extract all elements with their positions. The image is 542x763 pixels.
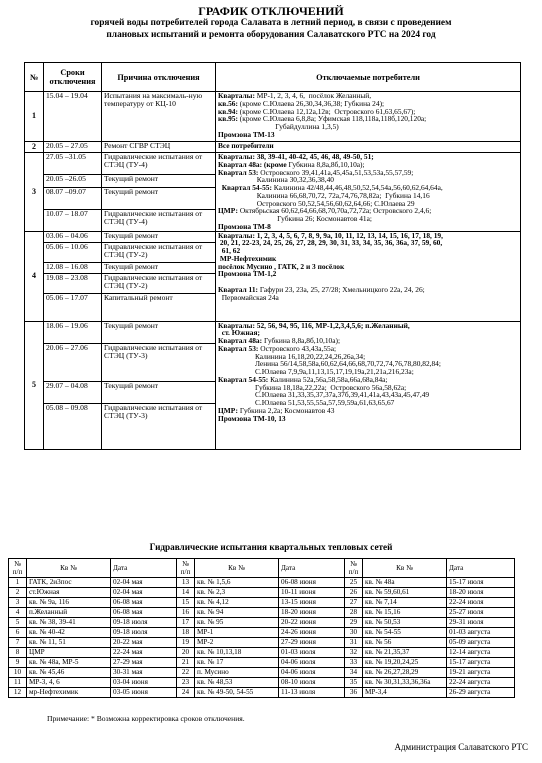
heat-date: 13-15 июня (279, 598, 345, 608)
heat-number: 34 (345, 668, 363, 678)
consumer-line-bold: ЦМР: (218, 206, 238, 216)
schedule-row (25, 92, 521, 142)
consumer-line-text: Губайдуллина 1,3,5) (218, 122, 339, 131)
consumer-line-text: Первомайская 24а (218, 292, 279, 302)
heat-number: 21 (177, 658, 195, 668)
heat-number: 12 (9, 688, 27, 698)
heat-col-kv: Кв № (27, 559, 111, 578)
heat-row (9, 648, 515, 658)
affected-consumers (216, 153, 521, 232)
heat-quarter: кв. № 21,35,37 (363, 648, 447, 658)
heat-number: 8 (9, 648, 27, 658)
heat-quarter: МР-3,4 (363, 688, 447, 698)
consumer-line-bold: 20, 21, 22-23, 24, 25, 26, 27, 28, 29, 30, 31, 33, 34, 35, 36, 36а, 37, 59, 60, (218, 238, 443, 248)
shutdown-reason: Текущий ремонт (102, 188, 216, 210)
col-header-reason: Причина отключения (102, 63, 216, 92)
heat-number: 25 (345, 578, 363, 588)
schedule-row (25, 321, 521, 343)
heat-date: 22-24 июля (447, 598, 515, 608)
col-header-consumers: Отключаемые потребители (216, 63, 521, 92)
consumer-line-bold: Кварталы: 38, 39-41, 40-42, 45, 46, 48, 49-50, 51; (218, 152, 374, 161)
heat-date: 05-09 августа (447, 638, 515, 648)
affected-consumers (216, 321, 521, 449)
affected-consumers (216, 92, 521, 142)
heat-date: 18-20 июля (447, 588, 515, 598)
heat-quarter: кв. № 56 (363, 638, 447, 648)
heat-quarter: ГАТК, 2и3пос (27, 578, 111, 588)
heat-col-date: Дата (111, 559, 177, 578)
heat-number: 27 (345, 598, 363, 608)
heat-number: 11 (9, 678, 27, 688)
consumer-line-text: Губкина 2,2а; Космонавтов 43 (237, 405, 335, 415)
heat-quarter: МР-2 (195, 638, 279, 648)
affected-consumers (216, 231, 521, 321)
heat-quarter: кв. № 11, 51 (27, 638, 111, 648)
heat-quarter: кв. № 19,20,24,25 (363, 658, 447, 668)
heat-number: 24 (177, 688, 195, 698)
heat-date: 08-10 июля (279, 678, 345, 688)
consumer-line-bold: 61, 62 (218, 246, 241, 255)
footnote: Примечание: * Возможна корректировка сроков отключения. (47, 714, 245, 723)
heat-number: 29 (345, 618, 363, 628)
consumer-line-bold: кв.56: (218, 98, 238, 108)
group-number: 2 (25, 142, 44, 153)
heat-date: 03-04 июня (111, 678, 177, 688)
heat-quarter: п.Желанный (27, 608, 111, 618)
heat-header-row (9, 559, 515, 578)
heat-quarter: МР-1 (195, 628, 279, 638)
document-subtitle-line-1: горячей воды потребителей города Салавата в летний период, в связи с проведением (90, 18, 452, 28)
heat-quarter: кв. № 15,16 (363, 608, 447, 618)
heat-row (9, 658, 515, 668)
heat-row (9, 678, 515, 688)
consumer-line (218, 415, 518, 423)
heat-date: 27-29 июня (279, 638, 345, 648)
heat-number: 31 (345, 638, 363, 648)
heat-quarter: кв. № 30,31,33,36,36а (363, 678, 447, 688)
heat-quarter: кв. № 49-50, 54-55 (195, 688, 279, 698)
heat-col-number: № п/п (9, 559, 27, 578)
heat-col-date: Дата (447, 559, 515, 578)
consumer-line-text: Губкина 8,8а,8б,10,10а); (286, 159, 365, 169)
heat-date: 15-17 июля (447, 578, 515, 588)
heat-quarter: кв. № 40-42 (27, 628, 111, 638)
heat-quarter: кв. № 48а (363, 578, 447, 588)
consumer-line-text: Гафури 23, 23а, 25, 27/28; Хмельницкого 22а, 24, 26; (257, 284, 425, 294)
heat-date: 01-03 июля (279, 648, 345, 658)
heat-number: 14 (177, 588, 195, 598)
group-number: 3 (25, 153, 44, 232)
heat-number: 30 (345, 628, 363, 638)
shutdown-reason: Гидравлические испытания от СТЭЦ (ТУ-3) (102, 403, 216, 449)
heat-quarter: ЦМР (27, 648, 111, 658)
heat-col-number: № п/п (177, 559, 195, 578)
document-subtitle-line-2: плановых испытаний и ремонта оборудования Салаватского РТС на 2024 год (106, 30, 436, 40)
consumer-line-bold: кв.95: (218, 114, 238, 124)
heat-row (9, 618, 515, 628)
heat-number: 6 (9, 628, 27, 638)
heat-quarter: кв. № 4,12 (195, 598, 279, 608)
col-header-period: Сроки отключения (44, 63, 102, 92)
heat-number: 17 (177, 618, 195, 628)
heat-date: 15-17 августа (447, 658, 515, 668)
shutdown-period: 03.06 – 04.06 (44, 231, 102, 242)
consumer-line-bold: Квартал 48а: (кроме (218, 159, 287, 169)
heat-date: 09-18 июля (111, 628, 177, 638)
consumer-line (218, 142, 518, 150)
consumer-line (218, 270, 518, 278)
shutdown-reason: Текущий ремонт (102, 231, 216, 242)
shutdown-period: 27.05 –31.05 (44, 153, 102, 175)
heat-date: 18-20 июня (279, 608, 345, 618)
heat-number: 32 (345, 648, 363, 658)
heat-date: 04-06 июля (279, 658, 345, 668)
heat-date: 19-21 августа (447, 668, 515, 678)
consumer-line-text: Губкина 18,18а,22,22а; Островского 56а,58,62а; (218, 382, 407, 392)
consumer-line-text: Калинина 30,32,36,38,40 (218, 175, 334, 185)
heat-quarter: п. Мусино (195, 668, 279, 678)
heat-date: 26-29 августа (447, 688, 515, 698)
heat-quarter: кв. № 26,27,28,29 (363, 668, 447, 678)
heat-networks-title: Гидравлические испытания квартальных тепловых сетей (149, 542, 393, 552)
heat-quarter: кв. № 50,53 (363, 618, 447, 628)
consumer-line-bold: ст. Южная; (218, 328, 260, 338)
shutdown-reason: Текущий ремонт (102, 381, 216, 403)
schedule-row (25, 153, 521, 175)
heat-date: 29-31 июля (447, 618, 515, 628)
heat-row (9, 608, 515, 618)
shutdown-reason: Текущий ремонт (102, 174, 216, 188)
shutdown-period: 15.04 – 19.04 (44, 92, 102, 142)
consumer-line-text: Ленина 56/14,58,58а,60,62,64,66,68,70,72,74,76,78,80,82,84; (218, 359, 441, 369)
shutdown-period: 19.08 – 23.08 (44, 273, 102, 293)
consumer-line-bold: Промзона ТМ-10, 13 (218, 413, 286, 423)
heat-row (9, 638, 515, 648)
heat-date: 24-26 июня (279, 628, 345, 638)
shutdown-period: 10.07 – 18.07 (44, 209, 102, 231)
shutdown-reason: Гидравлические испытания от СТЭЦ (ТУ-2) (102, 273, 216, 293)
heat-quarter: кв. № 45,46 (27, 668, 111, 678)
heat-quarter: кв. № 38, 39-41 (27, 618, 111, 628)
consumer-line-text: (кроме С.Юлаева 12,12а,12в; Островского 61,63,65,67); (237, 106, 416, 116)
shutdown-reason: Гидравлические испытания от СТЭЦ (ТУ-3) (102, 343, 216, 381)
shutdown-reason: Гидравлические испытания от СТЭЦ (ТУ-2) (102, 242, 216, 262)
heat-date: 02-04 мая (111, 588, 177, 598)
shutdown-period: 12.08 – 16.08 (44, 262, 102, 273)
consumer-line-bold: Промзона ТМ-1,2 (218, 269, 277, 279)
heat-quarter: мр-Нефтехимик (27, 688, 111, 698)
shutdown-period: 05.06 – 10.06 (44, 242, 102, 262)
heat-number: 20 (177, 648, 195, 658)
document-title: ГРАФИК ОТКЛЮЧЕНИЙ (198, 4, 344, 18)
heat-date: 02-04 мая (111, 578, 177, 588)
heat-date: 06-08 мая (111, 608, 177, 618)
heat-row (9, 578, 515, 588)
heat-number: 4 (9, 608, 27, 618)
heat-quarter: кв. № 59,60,61 (363, 588, 447, 598)
shutdown-period: 08.07 –09.07 (44, 188, 102, 210)
consumer-line-bold: Квартал 54-55: (218, 374, 269, 384)
heat-date: 22-24 мая (111, 648, 177, 658)
heat-number: 5 (9, 618, 27, 628)
heat-col-date: Дата (279, 559, 345, 578)
consumer-line-text: (кроме С.Юлаева 26,30,34,36,38; Губкина 24); (237, 98, 385, 108)
shutdown-period: 20.05 –26.05 (44, 174, 102, 188)
consumer-line (218, 131, 518, 139)
shutdown-reason: Испытания на максималь-ную температуру от КЦ-10 (102, 92, 216, 142)
heat-row (9, 688, 515, 698)
shutdown-period: 05.08 – 09.08 (44, 403, 102, 449)
consumer-line-text: С.Юлаева 31,33,35,37,37а,37б,39,41,41а,43,43а,45,47,49 (218, 390, 430, 400)
heat-quarter: ст.Южная (27, 588, 111, 598)
shutdown-period: 05.06 – 17.07 (44, 293, 102, 321)
heat-quarter: кв. № 9а, 116 (27, 598, 111, 608)
heat-quarter: кв. № 48а, МР-5 (27, 658, 111, 668)
schedule-row (25, 142, 521, 153)
heat-date: 20-22 июня (279, 618, 345, 628)
heat-number: 36 (345, 688, 363, 698)
shutdown-period: 20.05 – 27.05 (44, 142, 102, 153)
heat-number: 16 (177, 608, 195, 618)
heat-quarter: кв. № 17 (195, 658, 279, 668)
heat-date: 03-05 июня (111, 688, 177, 698)
consumer-line (218, 239, 518, 247)
consumer-line (218, 223, 518, 231)
consumer-line-text: Островского 50,52,54,56,60,62,64,66; С.Юлаева 29 (218, 198, 415, 208)
shutdown-period: 20.06 – 27.06 (44, 343, 102, 381)
consumer-line-bold: ЦМР: (218, 405, 238, 415)
heat-number: 3 (9, 598, 27, 608)
group-number: 4 (25, 231, 44, 321)
heat-date: 20-22 мая (111, 638, 177, 648)
consumer-line-text: Калинина 42/48,44,46,48,50,52,54,54а,56,60,62,64,64а, (271, 183, 443, 192)
group-number: 5 (25, 321, 44, 449)
consumer-line-text: (кроме С.Юлаева 6,8,8а; Уфимская 118,118а,118б,120,120а; (237, 114, 427, 124)
schedule-row (25, 231, 521, 242)
heat-date: 09-18 июля (111, 618, 177, 628)
heat-quarter: кв. № 94 (195, 608, 279, 618)
consumer-line-bold: Квартал 11: (218, 284, 258, 294)
affected-consumers (216, 142, 521, 153)
consumer-line-text: Калинина 66,68,70,72, 72а,74,76,78,82а; Губкина 14,16 (218, 190, 430, 200)
heat-number: 26 (345, 588, 363, 598)
heat-col-kv: Кв № (363, 559, 447, 578)
consumer-line (218, 322, 518, 330)
heat-networks-table (8, 558, 515, 698)
heat-quarter: МР-3, 4, 6 (27, 678, 111, 688)
heat-number: 22 (177, 668, 195, 678)
heat-quarter: кв. № 1,5,6 (195, 578, 279, 588)
heat-date: 25-27 июля (447, 608, 515, 618)
heat-number: 2 (9, 588, 27, 598)
heat-quarter: кв. № 10,13,18 (195, 648, 279, 658)
heat-row (9, 668, 515, 678)
consumer-line-bold: Все потребители (218, 141, 274, 150)
shutdown-reason: Гидравлические испытания от СТЭЦ (ТУ-4) (102, 153, 216, 175)
heat-date: 04-06 июля (279, 668, 345, 678)
heat-col-kv: Кв № (195, 559, 279, 578)
shutdown-reason: Текущий ремонт (102, 321, 216, 343)
shutdown-reason: Гидравлические испытания от СТЭЦ (ТУ-4) (102, 209, 216, 231)
heat-number: 1 (9, 578, 27, 588)
consumer-line-bold: посёлок Мусино , ГАТК, 2 и 3 посёлок (218, 261, 345, 271)
heat-quarter: кв. № 48,53 (195, 678, 279, 688)
heat-date: 10-11 июня (279, 588, 345, 598)
consumer-line-bold: кв.94: (218, 106, 238, 116)
consumer-line-text: Калинина 16,18,20,22,24,26,26а,34; (218, 351, 366, 361)
shutdown-period: 18.06 – 19.06 (44, 321, 102, 343)
heat-number: 23 (177, 678, 195, 688)
consumer-line-text: Губкина 8,8а,8б,10,10а); (262, 336, 341, 345)
heat-date: 12-14 августа (447, 648, 515, 658)
shutdown-reason: Ремонт СГВР СТЭЦ (102, 142, 216, 153)
consumer-line-bold: Квартал 54-55: (218, 183, 272, 192)
heat-row (9, 588, 515, 598)
group-number: 1 (25, 92, 44, 142)
consumer-line-bold: Квартал 53: (218, 167, 259, 177)
shutdown-reason: Капитальный ремонт (102, 293, 216, 321)
heat-quarter: кв. № 95 (195, 618, 279, 628)
heat-date: 06-08 мая (111, 598, 177, 608)
shutdown-reason: Текущий ремонт (102, 262, 216, 273)
heat-date: 06-08 июня (279, 578, 345, 588)
heat-number: 35 (345, 678, 363, 688)
consumer-line-bold: Квартал 53: (218, 343, 259, 353)
heat-quarter: кв. № 7,14 (363, 598, 447, 608)
heat-number: 18 (177, 628, 195, 638)
heat-number: 13 (177, 578, 195, 588)
heat-col-number: № п/п (345, 559, 363, 578)
consumer-line-text: Калинина 52а,56а,58,58а,66а,68а,84а; (268, 374, 388, 384)
heat-date: 01-03 августа (447, 628, 515, 638)
consumer-line-text: МР-1, 2, 3, 4, 6, посёлок Желанный, (254, 91, 372, 100)
shutdown-period: 29.07 – 04.08 (44, 381, 102, 403)
heat-number: 28 (345, 608, 363, 618)
schedule-header-row (25, 63, 521, 92)
heat-number: 7 (9, 638, 27, 648)
heat-number: 19 (177, 638, 195, 648)
heat-number: 9 (9, 658, 27, 668)
heat-quarter: кв. № 54-55 (363, 628, 447, 638)
heat-row (9, 628, 515, 638)
consumer-line-bold: Промзона ТМ-8 (218, 221, 271, 231)
heat-date: 27-29 мая (111, 658, 177, 668)
consumer-line-bold: Промзона ТМ-13 (218, 129, 275, 139)
consumer-line (218, 294, 518, 302)
heat-quarter: кв. № 2,3 (195, 588, 279, 598)
consumer-line-bold: Кварталы: 1, 2, 3, 4, 5, 6, 7, 8, 9, 9а, 10, 11, 12, 13, 14, 15, 16, 17, 18, 19, (218, 231, 443, 240)
consumer-line-text: Островского 39,41,41а,45,45а,51,53,53а,55,57,59; (258, 167, 414, 177)
consumer-line-bold: Квартал 48а: (218, 336, 263, 345)
heat-date: 30-31 мая (111, 668, 177, 678)
shutdown-schedule-table (24, 62, 521, 450)
heat-date: 22-24 августа (447, 678, 515, 688)
consumer-line-bold: Кварталы: (218, 91, 255, 100)
heat-row (9, 598, 515, 608)
signature: Администрация Салаватского РТС (394, 742, 528, 752)
consumer-line-text: С.Юлаева 7,9,9а,11,13,15,17,19,19а,21,21а,216,23а; (218, 367, 414, 376)
consumer-line-text: С.Юлаева 51,53,55,55а,57,59,59а,61,63,65,67 (218, 398, 395, 407)
consumer-line-text: Островского 43,43а,55а; (258, 343, 337, 353)
consumer-line-bold: МР-Нефтехимик (218, 253, 277, 263)
consumer-line-text: Губкина 26; Космонавтов 41а; (218, 214, 372, 223)
consumer-line-bold: Кварталы: 52, 56, 94, 95, 116, МР-1,2,3,4,5,6; п.Желанный, (218, 321, 410, 330)
consumer-line-text: Октябрьская 60,62,64,66,68,70,70а,72,72а; Островского 2,4,6; (237, 206, 432, 216)
col-header-number: № (25, 63, 44, 92)
heat-date: 11-13 июля (279, 688, 345, 698)
heat-number: 15 (177, 598, 195, 608)
heat-number: 33 (345, 658, 363, 668)
heat-number: 10 (9, 668, 27, 678)
